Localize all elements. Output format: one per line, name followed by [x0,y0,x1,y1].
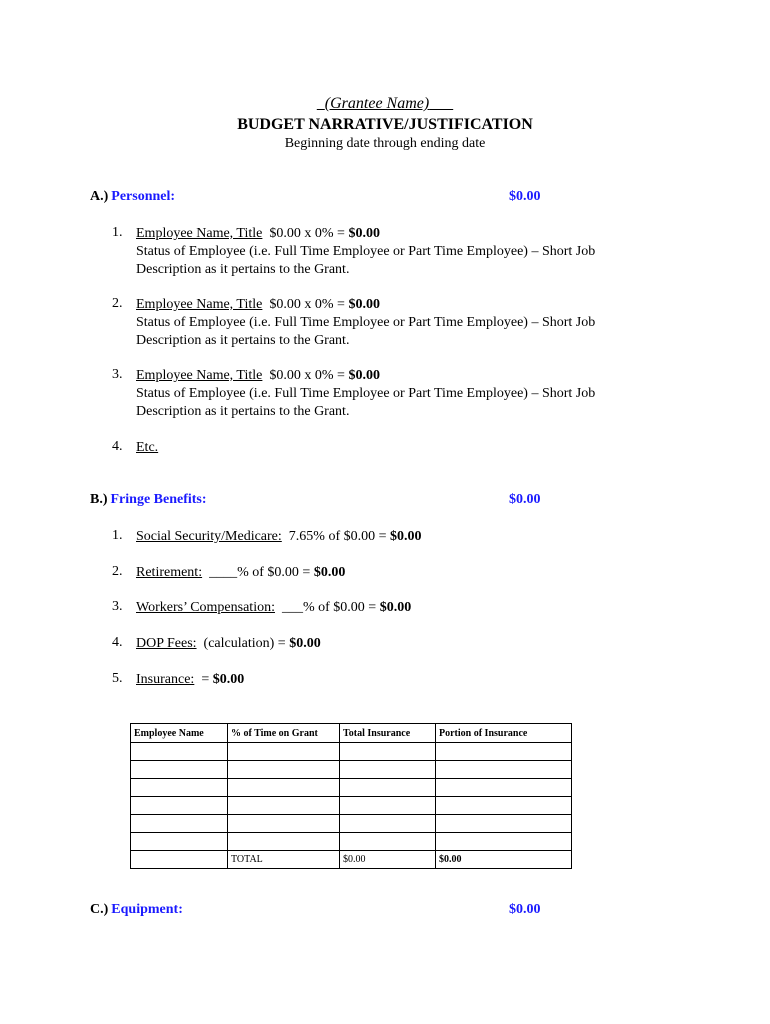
fringe-total: $0.00 [212,672,245,687]
personnel-item [136,367,656,421]
section-fringe-heading [90,492,207,508]
salary-total: $0.00 [348,297,380,312]
insurance-table [130,723,572,869]
fringe-name: Workers’ Compensation: [136,600,275,615]
fringe-calc: 7.65% of $0.00 = [281,529,391,544]
total-insurance: $0.00 [340,851,436,869]
personnel-item [136,439,656,457]
salary-calc: $0.00 x 0% = [262,368,349,383]
fringe-total: $0.00 [379,600,412,615]
table-row [131,779,572,797]
fringe-item [136,671,656,689]
personnel-item [136,296,656,350]
fringe-name: Insurance: [136,672,195,687]
table-row [131,815,572,833]
table-row [131,833,572,851]
fringe-calc: = [194,672,213,687]
document-title: BUDGET NARRATIVE/JUSTIFICATION [237,116,533,133]
section-label: Personnel: [111,189,176,204]
personnel-amount: $0.00 [509,189,541,204]
table-row [131,797,572,815]
fringe-item [136,528,656,546]
grantee-suffix [429,95,453,112]
grantee-name-heading [0,95,770,113]
section-letter: C.) [90,902,109,917]
fringe-item [136,564,656,582]
fringe-item [136,599,656,617]
fringe-total: $0.00 [390,529,422,544]
employee-name-title: Employee Name, Title [136,368,263,383]
list-number: 5. [112,671,123,686]
list-number: 3. [112,599,123,614]
fringe-total: $0.00 [313,565,346,580]
employee-name-title: Employee Name, Title [136,226,263,241]
col-header: Portion of Insurance [436,724,572,743]
section-label: Equipment: [111,902,183,917]
list-number: 2. [112,564,123,579]
employee-description: Status of Employee (i.e. Full Time Employee or Part Time Employee) – Short Job Description as it pertains to the Grant. [136,315,596,348]
personnel-item [136,225,656,279]
fringe-total: $0.00 [289,636,321,651]
section-letter: A.) [90,189,109,204]
section-personnel-heading [90,189,175,205]
section-letter: B.) [90,492,108,507]
fringe-calc: ___% of $0.00 = [274,600,380,615]
fringe-calc: ____% of $0.00 = [202,565,314,580]
fringe-item [136,635,656,653]
equipment-amount: $0.00 [509,902,541,917]
salary-calc: $0.00 x 0% = [262,297,349,312]
salary-total: $0.00 [348,368,380,383]
salary-calc: $0.00 x 0% = [262,226,349,241]
total-portion: $0.00 [436,851,572,869]
employee-description: Status of Employee (i.e. Full Time Employee or Part Time Employee) – Short Job Description as it pertains to the Grant. [136,386,596,419]
table-row [131,743,572,761]
section-equipment-heading [90,902,183,918]
employee-name-title: Employee Name, Title [136,297,263,312]
total-cell [131,851,228,869]
table-row [131,761,572,779]
salary-total: $0.00 [348,226,380,241]
fringe-name: Social Security/Medicare: [136,529,282,544]
col-header: Total Insurance [340,724,436,743]
fringe-amount: $0.00 [509,492,541,507]
list-number: 4. [112,635,123,650]
etc-item: Etc. [136,440,159,455]
table-header-row [131,724,572,743]
employee-description: Status of Employee (i.e. Full Time Employee or Part Time Employee) – Short Job Description as it pertains to the Grant. [136,244,596,277]
table-total-row [131,851,572,869]
grantee-name: (Grantee Name) [324,95,430,112]
list-number: 4. [112,439,123,454]
col-header: % of Time on Grant [228,724,340,743]
list-number: 3. [112,367,123,382]
list-number: 1. [112,528,123,543]
section-label: Fringe Benefits: [110,492,207,507]
date-range: Beginning date through ending date [284,136,486,151]
fringe-calc: (calculation) = [196,636,290,651]
total-label: TOTAL [228,851,340,869]
fringe-name: Retirement: [136,565,203,580]
grantee-prefix [317,95,325,112]
fringe-name: DOP Fees: [136,636,197,651]
list-number: 2. [112,296,123,311]
list-number: 1. [112,225,123,240]
col-header: Employee Name [131,724,228,743]
